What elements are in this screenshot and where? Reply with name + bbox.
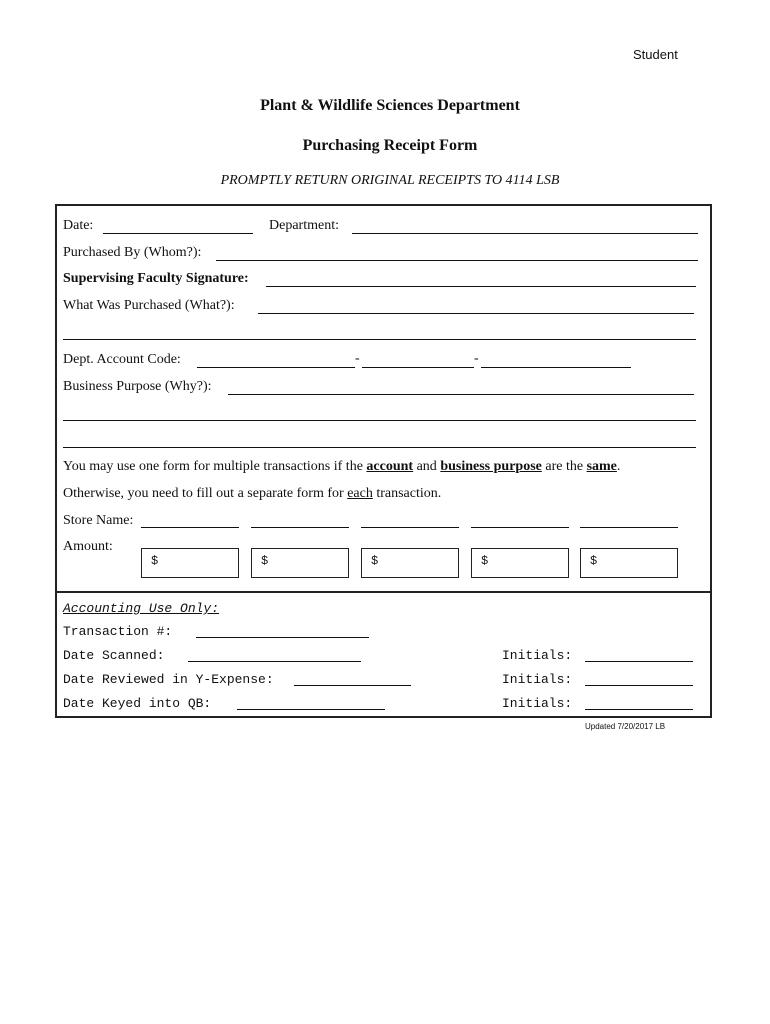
department-heading: Plant & Wildlife Sciences Department <box>260 97 520 114</box>
account-code-label: Dept. Account Code: <box>63 352 181 367</box>
account-code-field-2[interactable] <box>362 367 474 368</box>
amount-field-3[interactable] <box>361 548 459 578</box>
amount-label: Amount: <box>63 539 113 554</box>
return-instruction: PROMPTLY RETURN ORIGINAL RECEIPTS TO 4114 LSB <box>220 173 560 188</box>
form-title: Purchasing Receipt Form <box>302 137 478 154</box>
date-keyed-field[interactable] <box>237 709 385 710</box>
purchased-by-label: Purchased By (Whom?): <box>63 245 202 260</box>
dollar-sign: $ <box>371 554 379 568</box>
each-emphasis: each <box>347 486 373 501</box>
purchased-by-field[interactable] <box>216 260 698 261</box>
account-code-separator: - <box>355 351 360 366</box>
business-purpose-field[interactable] <box>228 394 694 395</box>
date-scanned-field[interactable] <box>188 661 361 662</box>
accounting-heading: Accounting Use Only: <box>63 601 220 616</box>
dollar-sign: $ <box>151 554 159 568</box>
initials-label: Initials: <box>502 672 573 687</box>
business-purpose-emphasis: business purpose <box>440 459 542 474</box>
updated-note: Updated 7/20/2017 LB <box>585 722 666 731</box>
multiple-transactions-note: You may use one form for multiple transactions if the account and business purpose are the same. <box>63 459 621 474</box>
supervising-signature-field[interactable] <box>266 286 696 287</box>
supervising-signature-label: Supervising Faculty Signature: <box>63 271 249 286</box>
separate-form-note: Otherwise, you need to fill out a separate form for each transaction. <box>63 486 442 501</box>
department-label: Department: <box>269 218 339 233</box>
student-label: Student <box>633 47 678 62</box>
dollar-sign: $ <box>590 554 598 568</box>
amount-field-1[interactable] <box>141 548 239 578</box>
department-field[interactable] <box>352 233 698 234</box>
what-purchased-label: What Was Purchased (What?): <box>63 298 235 313</box>
what-purchased-field-2[interactable] <box>63 339 696 340</box>
amount-field-2[interactable] <box>251 548 349 578</box>
business-purpose-field-2[interactable] <box>63 420 696 421</box>
date-reviewed-field[interactable] <box>294 685 411 686</box>
date-keyed-label: Date Keyed into QB: <box>63 696 212 711</box>
store-name-field-1[interactable] <box>141 527 239 528</box>
initials-field-2[interactable] <box>585 685 693 686</box>
store-name-field-3[interactable] <box>361 527 459 528</box>
store-name-field-5[interactable] <box>580 527 678 528</box>
initials-field-1[interactable] <box>585 661 693 662</box>
accounting-divider <box>55 591 712 593</box>
date-label: Date: <box>63 218 94 233</box>
amount-field-4[interactable] <box>471 548 569 578</box>
business-purpose-label: Business Purpose (Why?): <box>63 379 212 394</box>
amount-field-5[interactable] <box>580 548 678 578</box>
account-emphasis: account <box>366 459 414 474</box>
store-name-label: Store Name: <box>63 513 134 528</box>
date-scanned-label: Date Scanned: <box>63 648 165 663</box>
account-code-separator: - <box>474 351 479 366</box>
transaction-label: Transaction #: <box>63 624 173 639</box>
initials-label: Initials: <box>502 648 573 663</box>
date-reviewed-label: Date Reviewed in Y-Expense: <box>63 672 274 687</box>
store-name-field-2[interactable] <box>251 527 349 528</box>
what-purchased-field[interactable] <box>258 313 694 314</box>
business-purpose-field-3[interactable] <box>63 447 696 448</box>
dollar-sign: $ <box>261 554 269 568</box>
initials-field-3[interactable] <box>585 709 693 710</box>
transaction-field[interactable] <box>196 637 369 638</box>
initials-label: Initials: <box>502 696 573 711</box>
dollar-sign: $ <box>481 554 489 568</box>
account-code-field-1[interactable] <box>197 367 355 368</box>
store-name-field-4[interactable] <box>471 527 569 528</box>
same-emphasis: same <box>586 459 617 474</box>
date-field[interactable] <box>103 233 253 234</box>
account-code-field-3[interactable] <box>481 367 631 368</box>
